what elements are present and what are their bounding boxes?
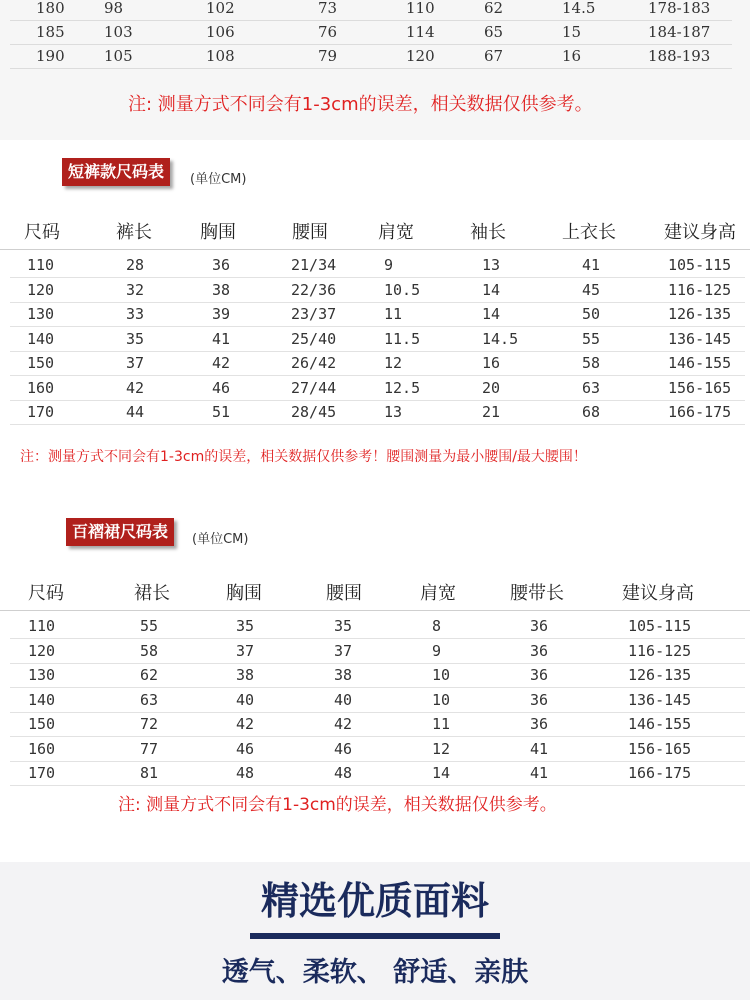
table-cell: 110	[28, 617, 56, 635]
table-cell: 12.5	[384, 378, 421, 397]
table-cell: 38	[334, 666, 353, 684]
table-cell: 160	[27, 378, 55, 397]
table-cell: 73	[318, 0, 338, 17]
fabric-title-underline	[250, 933, 500, 939]
column-header: 胸围	[226, 583, 262, 604]
fabric-title: 精选优质面料	[260, 879, 489, 923]
table-cell: 28/45	[291, 403, 337, 421]
table-row	[10, 302, 745, 327]
table-cell: 190	[36, 47, 65, 65]
column-header: 建议身高	[664, 222, 736, 243]
table-cell: 72	[140, 715, 159, 733]
table-row	[10, 761, 745, 786]
table-cell: 65	[484, 23, 504, 41]
table-cell: 170	[27, 403, 55, 421]
table-cell: 120	[406, 47, 435, 65]
table-cell: 14	[482, 305, 501, 323]
column-header: 袖长	[470, 222, 506, 243]
table-cell: 41	[530, 764, 549, 782]
table-cell: 11.5	[384, 329, 421, 348]
table-row	[10, 400, 745, 425]
table-cell: 14.5	[562, 0, 596, 17]
table-cell: 79	[318, 47, 338, 65]
table-cell: 68	[582, 403, 601, 421]
table-cell: 36	[212, 256, 231, 274]
table-cell: 180	[36, 0, 65, 17]
table-cell: 41	[530, 739, 549, 758]
table-cell: 37	[126, 354, 145, 372]
column-header: 腰围	[326, 583, 362, 604]
table-cell: 9	[432, 641, 442, 660]
table-cell: 81	[140, 764, 159, 782]
table-cell: 11	[384, 305, 403, 323]
table-cell: 12	[432, 739, 451, 758]
table-cell: 114	[406, 23, 435, 41]
column-header: 胸围	[200, 222, 236, 243]
table-cell: 25/40	[291, 329, 337, 348]
table-cell: 156-165	[668, 378, 732, 397]
table-cell: 150	[27, 354, 55, 372]
table-cell: 102	[206, 0, 235, 17]
table-row	[10, 253, 745, 278]
column-header: 上衣长	[562, 222, 616, 243]
table-cell: 8	[432, 617, 442, 635]
table-cell: 28	[126, 256, 145, 274]
table-row	[10, 20, 732, 45]
table-cell: 14	[432, 764, 451, 782]
table-cell: 140	[28, 690, 56, 709]
table-cell: 103	[104, 23, 133, 41]
table-cell: 63	[140, 690, 159, 709]
table-cell: 46	[212, 378, 231, 397]
table-cell: 105-115	[668, 256, 732, 274]
table-cell: 62	[484, 0, 504, 17]
table-row	[10, 278, 745, 303]
table-row	[10, 44, 732, 69]
table-cell: 35	[236, 617, 255, 635]
table-cell: 178-183	[648, 0, 711, 17]
table-cell: 48	[236, 764, 255, 782]
table-cell: 146-155	[668, 354, 732, 372]
table-cell: 13	[384, 403, 403, 421]
table-cell: 15	[562, 23, 582, 41]
table-row	[10, 639, 745, 664]
skirt-table-badge: 百褶裙尺码表	[66, 518, 174, 546]
table-cell: 116-125	[668, 280, 732, 299]
table-cell: 35	[334, 617, 353, 635]
table-cell: 41	[582, 256, 601, 274]
table-cell: 16	[482, 354, 501, 372]
table-cell: 160	[28, 739, 56, 758]
table-cell: 110	[406, 0, 435, 17]
table-cell: 55	[582, 329, 601, 348]
table-cell: 40	[334, 690, 353, 709]
table-cell: 50	[582, 305, 601, 323]
table-cell: 35	[126, 329, 145, 348]
skirt-table-unit: (单位CM)	[192, 532, 249, 547]
table-cell: 37	[236, 641, 255, 660]
table-cell: 37	[334, 641, 353, 660]
table-cell: 110	[27, 256, 55, 274]
table-cell: 23/37	[291, 305, 337, 323]
table-cell: 14	[482, 280, 501, 299]
table-cell: 105	[104, 47, 133, 65]
table-cell: 21/34	[291, 256, 337, 274]
table-row	[10, 376, 745, 401]
table-cell: 166-175	[668, 403, 732, 421]
shorts-table-note: 注：测量方式不同会有1-3cm的误差，相关数据仅供参考！腰围测量为最小腰围/最大腰围！	[20, 449, 587, 465]
table-cell: 126-135	[628, 666, 692, 684]
table-cell: 55	[140, 617, 159, 635]
table-cell: 12	[384, 354, 403, 372]
column-header: 肩宽	[420, 583, 456, 604]
table-cell: 42	[212, 354, 231, 372]
table-cell: 13	[482, 256, 501, 274]
table-cell: 170	[28, 764, 56, 782]
table-cell: 185	[36, 23, 65, 41]
header-divider	[0, 610, 750, 611]
table-cell: 38	[236, 666, 255, 684]
column-header: 肩宽	[378, 222, 414, 243]
table-cell: 146-155	[628, 715, 692, 733]
table-cell: 58	[582, 354, 601, 372]
table-cell: 188-193	[648, 47, 711, 65]
table-cell: 36	[530, 715, 549, 733]
table-row	[10, 663, 745, 688]
table-cell: 21	[482, 403, 501, 421]
table-cell: 27/44	[291, 378, 337, 397]
table-row	[10, 614, 745, 639]
table-cell: 38	[212, 280, 231, 299]
table-row	[10, 712, 745, 737]
table-cell: 105-115	[628, 617, 692, 635]
table-cell: 41	[212, 329, 231, 348]
table-cell: 40	[236, 690, 255, 709]
table-cell: 16	[562, 47, 582, 65]
table-cell: 76	[318, 23, 338, 41]
table-cell: 77	[140, 739, 159, 758]
table-cell: 130	[28, 666, 56, 684]
table-cell: 116-125	[628, 641, 692, 660]
table-row	[10, 688, 745, 713]
table-cell: 42	[334, 715, 353, 733]
column-header: 尺码	[24, 222, 60, 243]
table-cell: 58	[140, 641, 159, 660]
table-cell: 20	[482, 378, 501, 397]
table-cell: 184-187	[648, 23, 711, 41]
column-header: 尺码	[28, 583, 64, 604]
table-cell: 42	[126, 378, 145, 397]
table-row	[10, 327, 745, 352]
table-cell: 26/42	[291, 354, 337, 372]
table-cell: 63	[582, 378, 601, 397]
table-cell: 9	[384, 256, 394, 274]
skirt-table-note: 注: 测量方式不同会有1-3cm的误差，相关数据仅供参考。	[118, 795, 557, 815]
table-row	[10, 737, 745, 762]
table-cell: 120	[28, 641, 56, 660]
table-cell: 150	[28, 715, 56, 733]
table-cell: 10	[432, 666, 451, 684]
table-cell: 62	[140, 666, 159, 684]
table-cell: 140	[27, 329, 55, 348]
table-cell: 42	[236, 715, 255, 733]
header-divider	[0, 249, 750, 250]
table-cell: 136-145	[668, 329, 732, 348]
table-cell: 108	[206, 47, 235, 65]
table-cell: 156-165	[628, 739, 692, 758]
column-header: 腰带长	[510, 583, 564, 604]
table-cell: 10.5	[384, 280, 421, 299]
table-cell: 36	[530, 666, 549, 684]
table-cell: 32	[126, 280, 145, 299]
table-cell: 22/36	[291, 280, 337, 299]
table-cell: 39	[212, 305, 231, 323]
table-row	[10, 351, 745, 376]
column-header: 建议身高	[622, 583, 694, 604]
table-cell: 36	[530, 690, 549, 709]
table-cell: 33	[126, 305, 145, 323]
column-header: 腰围	[292, 222, 328, 243]
table-cell: 51	[212, 403, 231, 421]
table-cell: 106	[206, 23, 235, 41]
table-cell: 11	[432, 715, 451, 733]
table-cell: 126-135	[668, 305, 732, 323]
table-cell: 48	[334, 764, 353, 782]
table-cell: 98	[104, 0, 124, 17]
table-cell: 44	[126, 403, 145, 421]
shorts-table-badge: 短裤款尺码表	[62, 158, 170, 186]
column-header: 裙长	[134, 583, 170, 604]
top-table-note: 注: 测量方式不同会有1-3cm的误差，相关数据仅供参考。	[128, 94, 593, 115]
table-cell: 67	[484, 47, 504, 65]
table-cell: 166-175	[628, 764, 692, 782]
table-row	[10, 0, 732, 21]
column-header: 裤长	[116, 222, 152, 243]
table-cell: 120	[27, 280, 55, 299]
table-cell: 136-145	[628, 690, 692, 709]
table-cell: 36	[530, 641, 549, 660]
fabric-subtitle: 透气、柔软、 舒适、亲肤	[221, 957, 529, 988]
shorts-table-unit: (单位CM)	[190, 172, 247, 187]
table-cell: 130	[27, 305, 55, 323]
table-cell: 46	[236, 739, 255, 758]
table-cell: 45	[582, 280, 601, 299]
table-cell: 46	[334, 739, 353, 758]
table-cell: 10	[432, 690, 451, 709]
table-cell: 14.5	[482, 329, 519, 348]
table-cell: 36	[530, 617, 549, 635]
